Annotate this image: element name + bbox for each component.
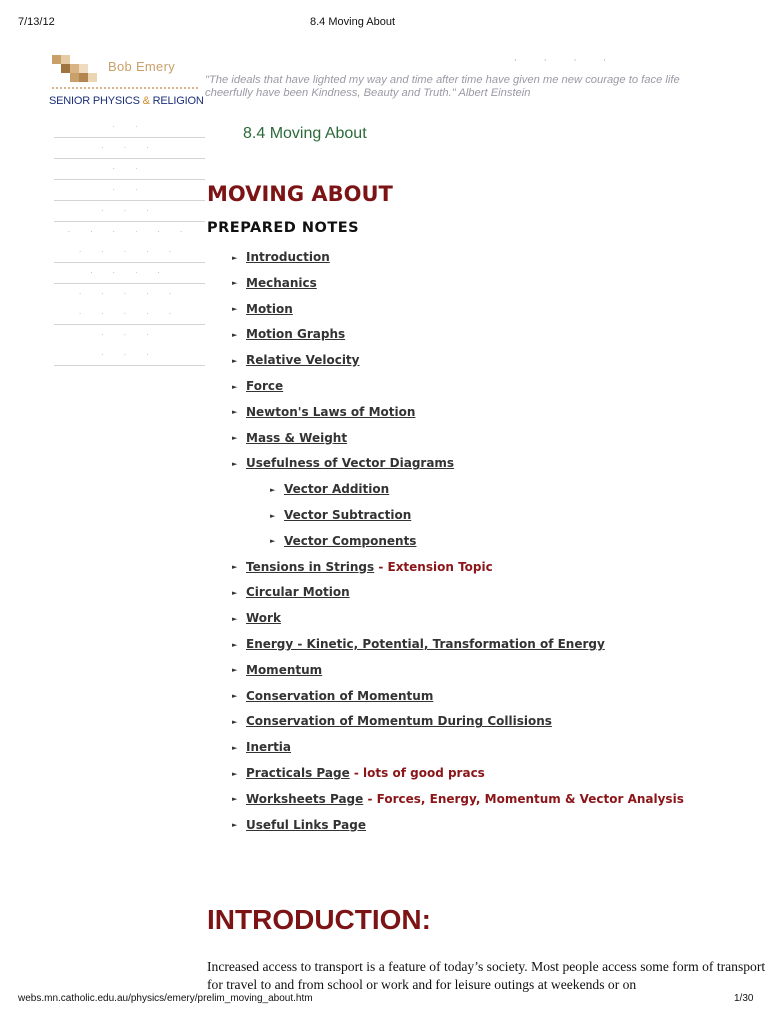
bullet-arrow-icon: ► [232,382,238,391]
toc-link[interactable]: Worksheets Page [246,791,364,806]
bullet-arrow-icon: ► [232,692,238,701]
print-date: 7/13/12 [18,16,55,28]
sidebar-item[interactable]: · · [54,159,205,180]
toc-link[interactable]: Momentum [246,662,323,677]
site-logo[interactable] [49,55,204,115]
toc-item [232,792,684,806]
sidebar-item[interactable]: · · · · · · [67,228,192,236]
toc-item [270,508,411,522]
toc-link[interactable]: Vector Addition [284,482,390,497]
sidebar-nav [54,117,205,366]
bullet-arrow-icon: ► [232,459,238,468]
toc-link[interactable]: Conservation of Momentum During Collisions [246,714,552,729]
sidebar-item[interactable]: · · · · · [54,242,205,263]
sidebar-item[interactable]: · · [54,117,205,138]
toc-link[interactable]: Useful Links Page [246,817,366,832]
toc-item [232,431,347,445]
toc-item [270,534,416,548]
introduction-heading: INTRODUCTION: [207,904,431,935]
bullet-arrow-icon: ► [232,640,238,649]
print-url: webs.mn.catholic.edu.au/physics/emery/prelim_moving_about.htm [18,993,313,1004]
bullet-arrow-icon: ► [232,666,238,675]
bullet-arrow-icon: ► [232,614,238,623]
toc-item [232,327,345,341]
toc-item [232,818,366,832]
toc-link[interactable]: Conservation of Momentum [246,688,434,703]
toc-item [232,276,317,290]
toc-link[interactable]: Tensions in Strings [246,559,375,574]
bullet-arrow-icon: ► [232,795,238,804]
toc-link[interactable]: Vector Components [284,533,417,548]
toc-link[interactable]: Energy - Kinetic, Potential, Transformation of Energy [246,637,605,651]
bullet-arrow-icon: ► [232,821,238,830]
logo-tagline [49,95,204,107]
toc-item [232,560,493,574]
bullet-arrow-icon: ► [232,588,238,597]
logo-divider [52,87,198,89]
toc-item [270,482,389,496]
toc-link[interactable]: Force [246,379,284,393]
toc-link[interactable]: Mass & Weight [246,430,348,445]
bullet-arrow-icon: ► [232,563,238,572]
bullet-arrow-icon: ► [232,769,238,778]
toc-item [232,250,330,264]
bullet-arrow-icon: ► [232,434,238,443]
toc-link[interactable]: Usefulness of Vector Diagrams [246,456,455,471]
top-nav-remnants: · · · · [514,56,619,66]
toc-link[interactable]: Relative Velocity [246,353,360,368]
toc-item [232,663,322,677]
bullet-arrow-icon: ► [232,305,238,314]
sidebar-item[interactable]: · · · [54,138,205,159]
logo-tag-religion: RELIGION [152,95,204,107]
toc-link[interactable]: Mechanics [246,275,317,290]
toc-item [232,637,605,651]
toc-item [232,714,552,728]
toc-item [232,379,283,393]
bullet-arrow-icon: ► [232,356,238,365]
toc-item [232,302,293,316]
main-title: MOVING ABOUT [207,182,393,206]
toc-link[interactable]: Newton's Laws of Motion [246,404,416,419]
sidebar-item[interactable]: · · · · [54,263,205,284]
bullet-arrow-icon: ► [232,330,238,339]
toc-link[interactable]: Circular Motion [246,585,350,600]
sidebar-item[interactable]: · · · · · [78,290,181,298]
print-page-number: 1/30 [734,993,754,1004]
print-title: 8.4 Moving About [310,16,396,28]
toc-item [232,353,360,367]
toc-item [232,585,350,599]
sidebar-item[interactable]: · · · [101,331,158,339]
logo-squares-icon [52,55,98,83]
bullet-arrow-icon: ► [270,537,276,546]
toc-link[interactable]: Introduction [246,250,330,264]
bullet-arrow-icon: ► [270,511,276,520]
bullet-arrow-icon: ► [232,743,238,752]
toc-link[interactable]: Practicals Page [246,766,350,780]
bullet-arrow-icon: ► [232,253,238,262]
bullet-arrow-icon: ► [232,279,238,288]
toc-link[interactable]: Inertia [246,740,292,755]
toc-note: - Forces, Energy, Momentum & Vector Analysis [363,791,684,806]
sidebar-item[interactable]: · · · [54,201,205,222]
logo-tag-amp: & [142,95,150,107]
sidebar-item[interactable]: · · · [54,345,205,366]
toc-note: - lots of good pracs [349,766,485,780]
toc-link[interactable]: Motion Graphs [246,327,346,342]
sidebar-item[interactable]: · · [54,180,205,201]
bullet-arrow-icon: ► [232,408,238,417]
toc-item [232,766,485,780]
toc-link[interactable]: Motion [246,301,293,316]
toc-item [232,611,281,625]
toc-item [232,689,433,703]
bullet-arrow-icon: ► [232,717,238,726]
einstein-quote: "The ideals that have lighted my way and time after time have given me new courage to face life cheerfully have been Kindness, Beauty and Truth." Albert Einstein [205,74,680,99]
bullet-arrow-icon: ► [270,485,276,494]
page-heading: 8.4 Moving About [243,125,367,142]
toc-item [232,405,415,419]
toc-link[interactable]: Work [246,611,281,626]
introduction-paragraph: Increased access to transport is a feature of today’s society. Most people access some form of transport for travel to and from school or work and for leisure outings at weekends or on [207,959,766,992]
logo-name: Bob Emery [108,59,176,74]
toc-link[interactable]: Vector Subtraction [284,508,412,522]
toc-item [232,456,454,470]
toc-item [232,740,291,754]
logo-tag-physics: SENIOR PHYSICS [49,95,140,107]
toc-note: - Extension Topic [374,559,493,574]
prepared-notes-heading: PREPARED NOTES [207,220,360,236]
sidebar-item[interactable]: · · · · · [54,304,205,325]
